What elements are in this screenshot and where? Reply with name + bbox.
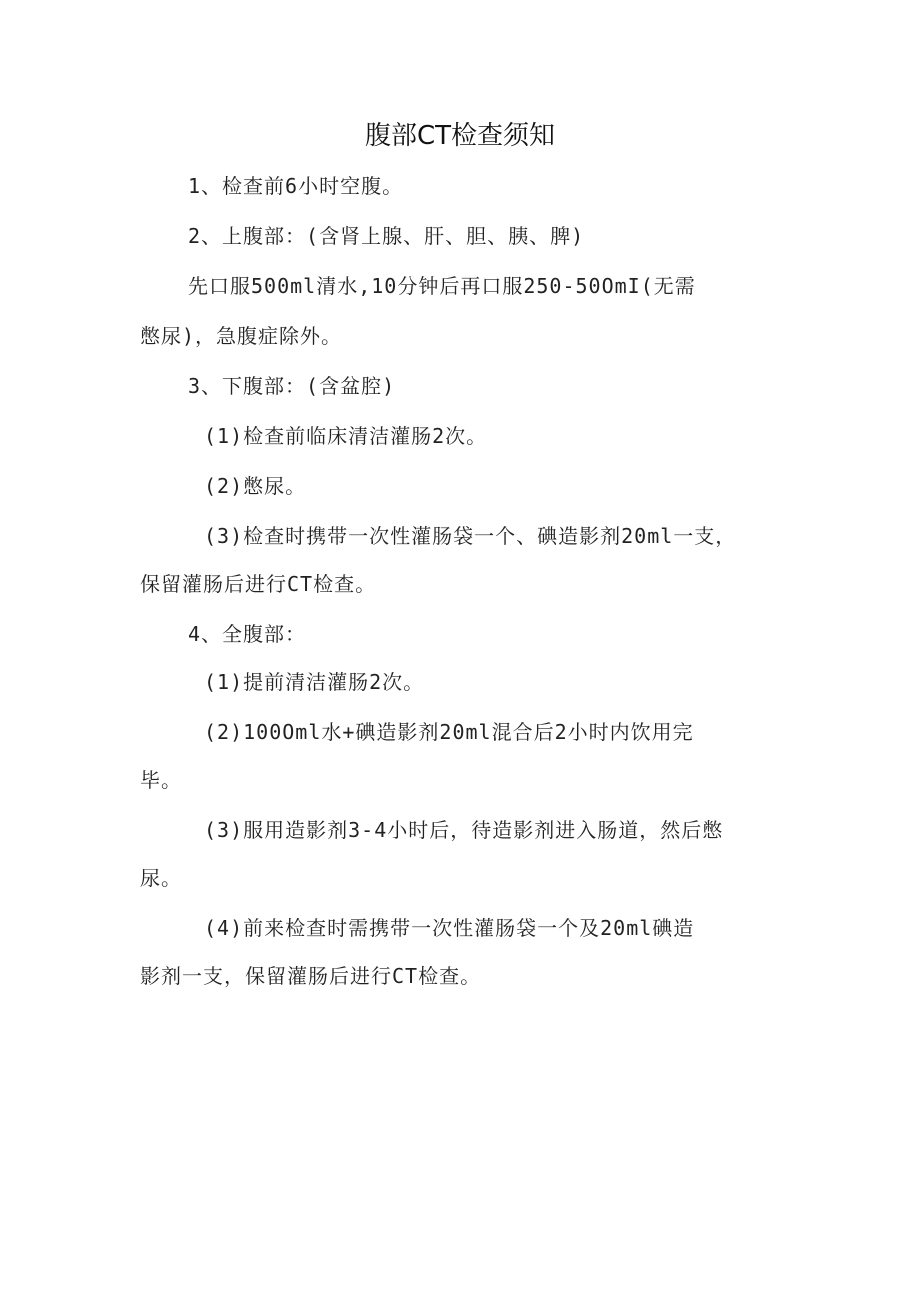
line-whole-abdomen-item-4-cont: 影剂一支，保留灌肠后进行CT检查。 [140,964,482,988]
line-3-lower-abdomen-heading: 3、下腹部：(含盆腔) [188,374,396,398]
line-1-fasting: 1、检查前6小时空腹。 [188,174,404,198]
line-whole-abdomen-item-3: (3)服用造影剂3-4小时后，待造影剂进入肠道，然后憋 [204,818,724,842]
line-lower-abdomen-item-3: (3)检查时携带一次性灌肠袋一个、碘造影剂20ml一支， [204,524,737,548]
line-2-upper-abdomen-heading: 2、上腹部：(含肾上腺、肝、胆、胰、脾) [188,224,585,248]
line-lower-abdomen-item-3-cont: 保留灌肠后进行CT检查。 [140,572,377,596]
line-lower-abdomen-item-1: (1)检查前临床清洁灌肠2次。 [204,424,488,448]
line-upper-abdomen-instructions: 先口服500ml清水,10分钟后再口服250-50OmI(无需 [188,274,696,298]
line-whole-abdomen-item-2: (2)100Oml水+碘造影剂20ml混合后2小时内饮用完 [204,720,694,744]
line-4-whole-abdomen-heading: 4、全腹部： [188,622,307,646]
document-title: 腹部CT检查须知 [364,121,556,151]
line-whole-abdomen-item-3-cont: 尿。 [140,866,182,890]
line-whole-abdomen-item-1: (1)提前清洁灌肠2次。 [204,670,425,694]
line-whole-abdomen-item-4: (4)前来检查时需携带一次性灌肠袋一个及20ml碘造 [204,916,695,940]
line-whole-abdomen-item-2-cont: 毕。 [140,768,182,792]
line-upper-abdomen-instructions-cont: 憋尿)，急腹症除外。 [140,324,343,348]
line-lower-abdomen-item-2: (2)憋尿。 [204,474,307,498]
